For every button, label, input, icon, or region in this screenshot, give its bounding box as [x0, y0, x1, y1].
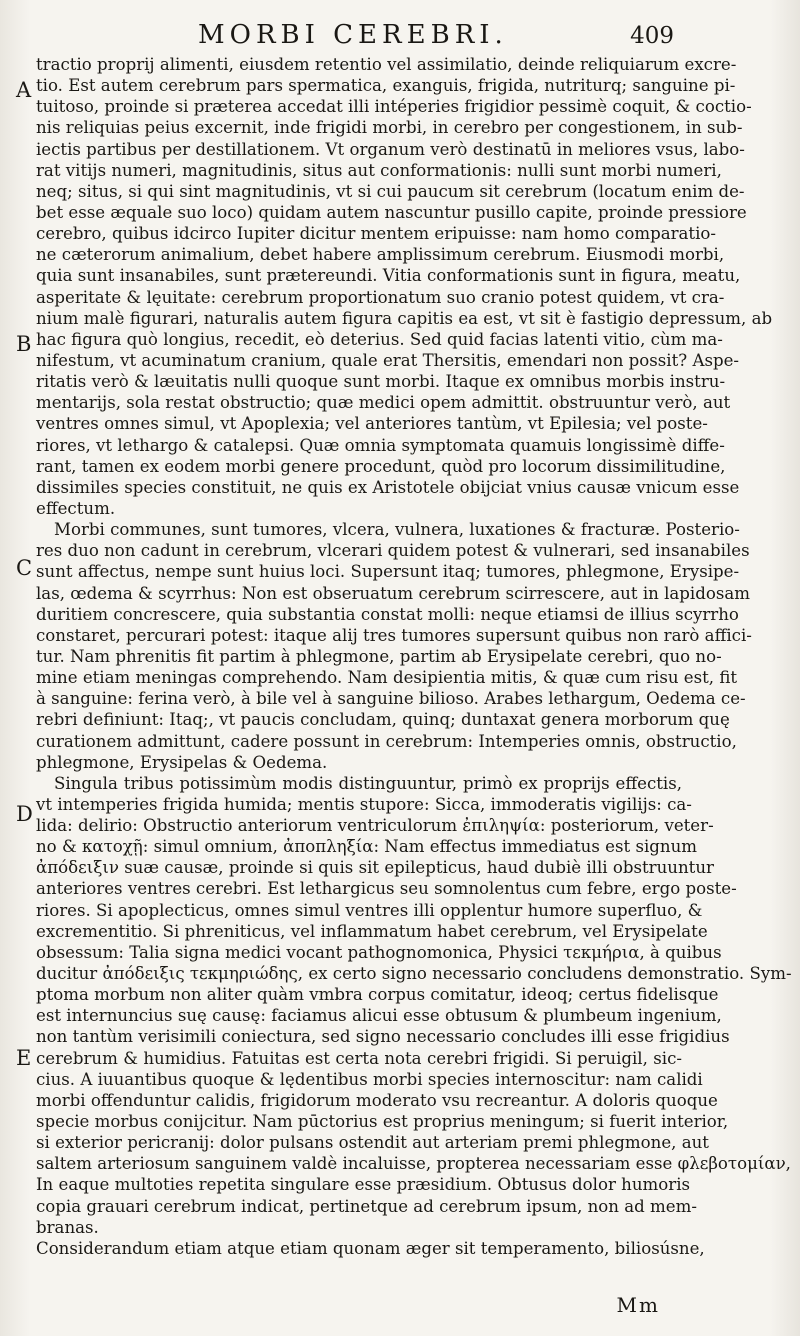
body-text — [36, 54, 792, 1259]
page-number: 409 — [630, 23, 674, 49]
text-line: no & κατοχῇ: simul omnium, ἀποπληξία: Nam effectus immediatus est signum — [36, 837, 697, 857]
text-line: morbi offenduntur calidis, frigidorum moderato vsu recreantur. A doloris quoque — [36, 1090, 718, 1110]
text-line: mentarijs, sola restat obstructio; quæ medici opem admittit. obstruuntur verò, aut — [36, 393, 731, 413]
text-line: tractio proprij alimenti, eiusdem retentio vel assimilatio, deinde reliquiarum excre- — [36, 55, 737, 74]
text-line: ritatis verò & læuitatis nulli quoque sunt morbi. Itaque ex omnibus morbis instru- — [36, 372, 726, 392]
text-line: obsessum: Talia signa medici vocant pathognomonica, Physici τεκμήρια, à quibus — [36, 942, 722, 962]
margin-letter-d: D — [16, 802, 33, 826]
margin-letter-e: E — [16, 1046, 32, 1070]
margin-letter-a: A — [16, 78, 32, 102]
text-line: rebri definiunt: Itaq;, vt paucis concludam, quinq; duntaxat genera morborum quę — [36, 710, 730, 730]
text-line: specie morbus conijcitur. Nam pūctorius est proprius meningum; si fuerit interior, — [36, 1112, 729, 1132]
text-line: Singula tribus potissimùm modis distinguuntur, primò ex proprijs effectis, — [54, 773, 682, 793]
text-line: rat vitijs numeri, magnitudinis, situs aut conformationis: nulli sunt morbi numeri, — [36, 160, 722, 180]
text-line: Morbi communes, sunt tumores, vlcera, vulnera, luxationes & fracturæ. Posterio- — [54, 520, 740, 540]
text-line: hac figura quò longius, recedit, eò deterius. Sed quid facias latenti vitio, cùm ma- — [36, 329, 723, 349]
text-line: phlegmone, Erysipelas & Oedema. — [36, 752, 328, 772]
text-line: tur. Nam phrenitis fit partim à phlegmone, partim ab Erysipelate cerebri, quo no- — [36, 646, 722, 666]
text-line: est internuncius suę causę: faciamus alicui esse obtusum & plumbeum ingenium, — [36, 1006, 722, 1026]
text-line: quia sunt insanabiles, sunt prætereundi. Vitia conformationis sunt in figura, meatu, — [36, 266, 741, 286]
text-line: neq; situs, si qui sint magnitudinis, vt si cui paucum sit cerebrum (locatum enim de- — [36, 181, 745, 201]
text-line: lida: delirio: Obstructio anteriorum ventriculorum ἐπιληψία: posteriorum, veter- — [36, 816, 714, 836]
text-line: non tantùm verisimili coniectura, sed signo necessario concludes illi esse frigidius — [36, 1027, 730, 1047]
text-line: cerebro, quibus idcirco Iupiter dicitur mentem eripuisse: nam homo comparatio- — [36, 224, 716, 244]
text-line: ventres omnes simul, vt Apoplexia; vel anteriores tantùm, vt Epilesia; vel poste- — [36, 414, 708, 434]
text-line: ἀπόδειξιν suæ causæ, proinde si quis sit epilepticus, haud dubiè illi obstruuntur — [36, 858, 714, 878]
text-line: In eaque multoties repetita singulare esse præsidium. Obtusus dolor humoris — [36, 1175, 691, 1195]
text-line: constaret, percurari potest: itaque alij tres tumores supersunt quibus non rarò affici- — [36, 625, 752, 645]
text-line: nifestum, vt acuminatum cranium, quale erat Thersitis, emendari non possit? Aspe- — [36, 350, 740, 370]
text-line: riores. Si apoplecticus, omnes simul ventres illi opplentur humore superfluo, & — [36, 900, 703, 920]
text-line: ptoma morbum non aliter quàm vmbra corpus comitatur, ideoq; certus fidelisque — [36, 985, 719, 1005]
text-line: asperitate & lęuitate: cerebrum proportionatum suo cranio potest quidem, vt cra- — [36, 287, 725, 307]
text-line: nis reliquias peius excernit, inde frigidi morbi, in cerebro per congestionem, in sub- — [36, 118, 743, 138]
margin-letter-c: C — [16, 556, 33, 580]
text-line: vt intemperies frigida humida; mentis stupore: Sicca, immoderatis vigilijs: ca- — [36, 794, 692, 814]
running-title: MORBI CEREBRI. — [198, 20, 508, 50]
text-line: copia grauari cerebrum indicat, pertinetque ad cerebrum ipsum, non ad mem- — [36, 1196, 697, 1216]
text-line: anteriores ventres cerebri. Est lethargicus seu somnolentus cum febre, ergo poste- — [36, 879, 737, 899]
text-line: sunt affectus, nempe sunt huius loci. Supersunt itaq; tumores, phlegmone, Erysipe- — [36, 562, 740, 582]
text-line: res duo non cadunt in cerebrum, vlcerari quidem potest & vulnerari, sed insanabiles — [36, 541, 750, 561]
text-line: cius. A iuuantibus quoque & lędentibus morbi species internoscitur: nam calidi — [36, 1069, 703, 1089]
text-line: nium malè figurari, naturalis autem figura capitis ea est, vt sit è fastigio depressum, ab — [36, 308, 773, 328]
text-line: excrementitio. Si phreniticus, vel inflammatum habet cerebrum, vel Erysipelate — [36, 921, 708, 941]
text-line: cerebrum & humidius. Fatuitas est certa nota cerebri frigidi. Si peruigil, sic- — [36, 1048, 682, 1068]
text-line: à sanguine: ferina verò, à bile vel à sanguine bilioso. Arabes lethargum, Oedema ce- — [36, 689, 746, 709]
text-line: mine etiam meningas comprehendo. Nam desipientia mitis, & quæ cum risu est, fit — [36, 668, 738, 688]
text-line: curationem admittunt, cadere possunt in cerebrum: Intemperies omnis, obstructio, — [36, 731, 737, 751]
text-line: tuitoso, proinde si præterea accedat illi intéperies frigidior pessimè coquit, & coctio- — [36, 97, 752, 117]
text-line: las, œdema & scyrrhus: Non est obseruatum cerebrum scirrescere, aut in lapidosam — [36, 583, 750, 603]
text-line: iectis partibus per destillationem. Vt organum verò destinatū in meliores vsus, labo- — [36, 139, 745, 159]
text-line: bet esse æquale suo loco) quidam autem nascuntur pusillo capite, proinde pressiore — [36, 202, 747, 222]
text-line: Considerandum etiam atque etiam quonam æger sit temperamento, biliosúsne, — [36, 1238, 705, 1258]
text-line: effectum. — [36, 498, 116, 518]
margin-letter-b: B — [16, 332, 32, 356]
text-line: saltem arteriosum sanguinem valdè incaluisse, propterea necessariam esse φλεβοτομίαν, — [36, 1154, 791, 1174]
text-line: tio. Est autem cerebrum pars spermatica, exanguis, frigida, nutriturq; sanguine pi- — [36, 76, 736, 96]
text-line: rant, tamen ex eodem morbi genere procedunt, quòd pro locorum dissimilitudine, — [36, 456, 726, 476]
page-header — [0, 20, 800, 54]
text-line: branas. — [36, 1217, 99, 1237]
text-line: si exterior pericranij: dolor pulsans ostendit aut arteriam premi phlegmone, aut — [36, 1133, 709, 1153]
signature-mark: Mm — [616, 1293, 660, 1317]
text-line: ne cæterorum animalium, debet habere amplissimum cerebrum. Eiusmodi morbi, — [36, 245, 725, 265]
text-line: duritiem concrescere, quia substantia constat molli: neque etiamsi de illius scyrrho — [36, 604, 739, 624]
text-line: dissimiles species constituit, ne quis ex Aristotele obijciat vnius causæ vnicum esse — [36, 477, 740, 497]
text-line: ducitur ἀπόδειξις τεκμηριώδης, ex certo signo necessario concludens demonstratio. Sym- — [36, 964, 792, 984]
text-line: riores, vt lethargo & catalepsi. Quæ omnia symptomata quamuis longissimè diffe- — [36, 435, 725, 455]
